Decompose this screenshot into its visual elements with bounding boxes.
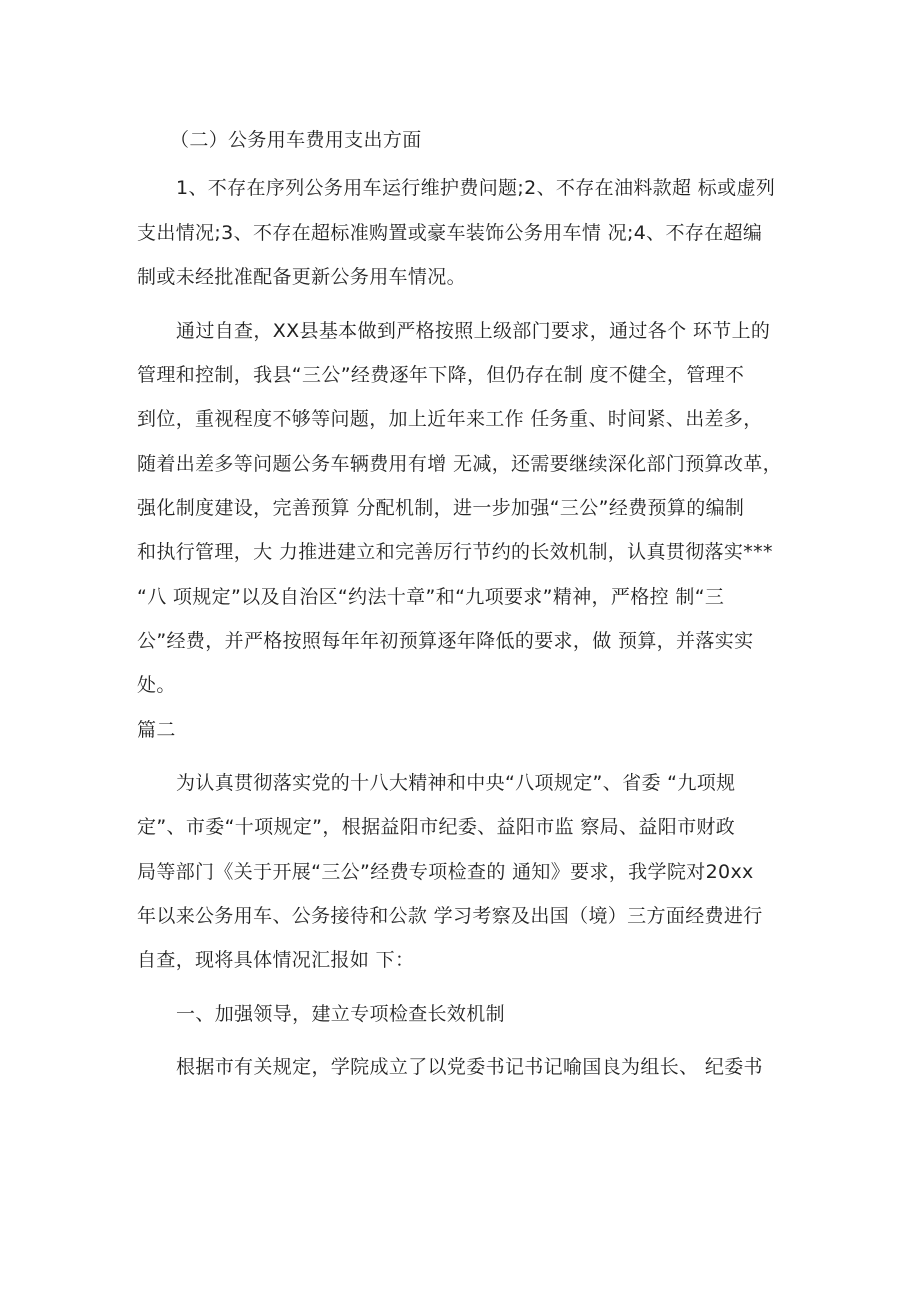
paragraph-line: 1、不存在序列公务用车运行维护费问题;2、不存在油料款超 标或虚列: [176, 177, 776, 199]
paragraph-line: 根据市有关规定，学院成立了以党委书记书记喻国良为组长、 纪委书: [176, 1056, 763, 1078]
paragraph-line: “八 项规定”以及自治区“约法十章”和“九项要求”精神，严格控 制“三: [137, 586, 725, 608]
paragraph-line: 制或未经批准配备更新公务用车情况。: [137, 266, 466, 288]
section-one-heading: 一、加强领导，建立专项检查长效机制: [176, 1003, 505, 1025]
part-two-title: 篇二: [137, 719, 176, 741]
paragraph-line: 到位，重视程度不够等问题，加上近年来工作 任务重、时间紧、出差多，: [137, 408, 763, 430]
paragraph-line: 年以来公务用车、公务接待和公款 学习考察及出国（境）三方面经费进行: [137, 905, 763, 927]
paragraph-line: 管理和控制，我县“三公”经费逐年下降，但仍存在制 度不健全，管理不: [137, 364, 745, 386]
paragraph-line: 通过自查，XX县基本做到严格按照上级部门要求，通过各个 环节上的: [176, 320, 771, 342]
paragraph-line: 支出情况;3、不存在超标准购置或豪车装饰公务用车情 况;4、不存在超编: [137, 222, 763, 244]
paragraph-line: 处。: [137, 674, 176, 696]
paragraph-line: 和执行管理，大 力推进建立和完善厉行节约的长效机制，认真贯彻落实***: [137, 541, 773, 563]
paragraph-line: 随着出差多等问题公务车辆费用有增 无减，还需要继续深化部门预算改革，: [137, 453, 782, 475]
paragraph-line: 局等部门《关于开展“三公”经费专项检查的 通知》要求，我学院对20xx: [137, 861, 754, 883]
paragraph-line: 为认真贯彻落实党的十八大精神和中央“八项规定”、省委 “九项规: [176, 772, 736, 794]
paragraph-line: 自查，现将具体情况汇报如 下：: [137, 949, 415, 971]
paragraph-line: 定”、市委“十项规定”，根据益阳市纪委、益阳市监 察局、益阳市财政: [137, 816, 736, 838]
paragraph-line: 公”经费，并严格按照每年年初预算逐年降低的要求，做 预算，并落实实: [137, 630, 754, 652]
paragraph-line: 强化制度建设，完善预算 分配机制，进一步加强“三公”经费预算的编制: [137, 497, 745, 519]
section-car-heading: （二）公务用车费用支出方面: [170, 129, 422, 151]
